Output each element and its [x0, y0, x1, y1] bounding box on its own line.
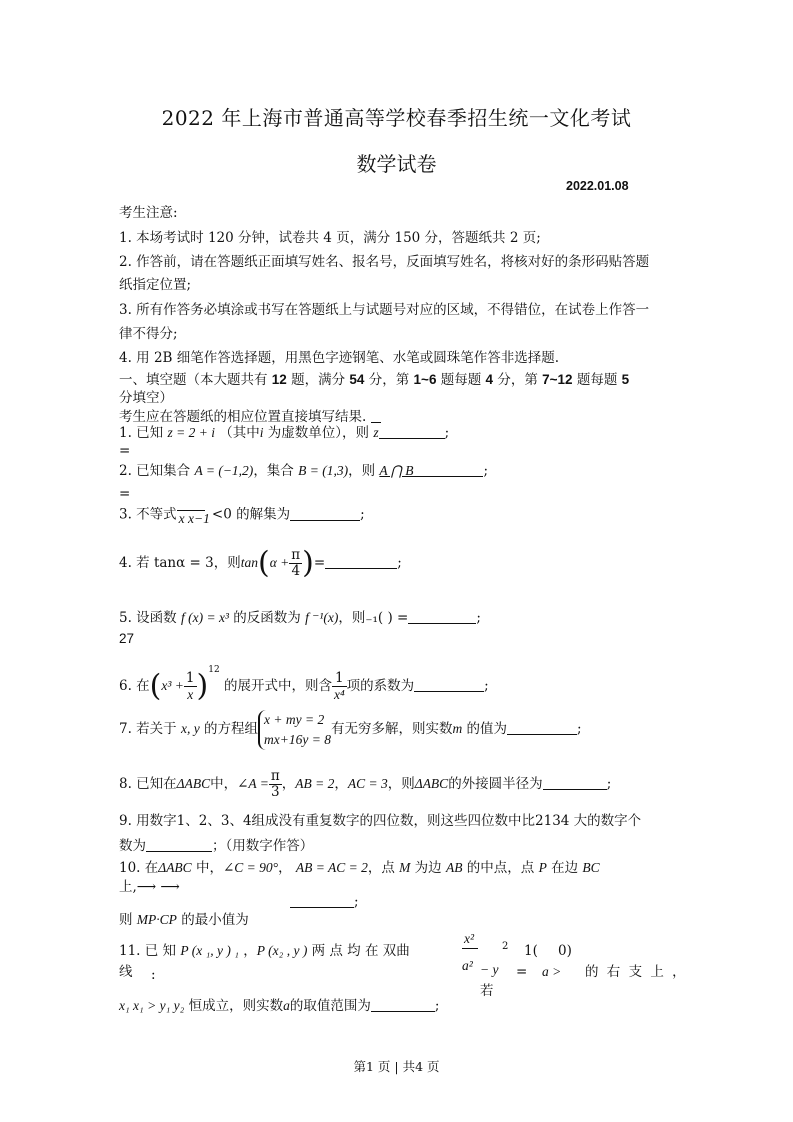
q11-equals: = — [516, 964, 528, 980]
notice-item-2: 2. 作答前，请在答题纸正面填写姓名、报名号，反面填写姓名，将核对好的条形码贴答题 — [119, 254, 650, 270]
q11-ruo: 若 — [480, 983, 494, 999]
q11-one: 1( — [524, 943, 538, 959]
q11-a-gt: a > — [542, 964, 562, 979]
question-11: 11. 已 知 P (x ₁, y ) ₁ ，P (x₂ , y ) 两 点 均 在 双曲 — [119, 943, 410, 959]
question-1: 1. 已知 z = 2 + i （其中i 为虚数单位），则 z ; — [119, 425, 450, 441]
q11-minus-y: − y — [480, 962, 499, 977]
section-1-instruction: 考生应在答题纸的相应位置直接填写结果. — [119, 408, 381, 426]
notice-item-1: 1. 本场考试时 120 分钟，试卷共 4 页，满分 150 分，答题纸共 2 页; — [119, 230, 541, 246]
q8-fraction: $\frac{\pi}{3}$ — [270, 768, 280, 800]
q11-colon: : — [151, 967, 156, 983]
notice-item-2-cont: 纸指定位置; — [119, 277, 192, 293]
answer-blank-8[interactable] — [543, 775, 607, 790]
q11-right-branch: 的 右 支 上 ， — [585, 964, 688, 980]
question-8: 8. 已知在ΔABC中，∠A = $\frac{\pi}{3}$ ，AB = 2，AC = 3，则ΔABC的外接圆半径为 ; — [119, 768, 612, 800]
q6-inner-fraction: $\frac{1}{x}$ — [185, 670, 195, 702]
question-10: 10. 在ΔABC 中，∠C = 90°， AB = AC = 2，点 M 为边 AB 的中点，点 P 在边 BC — [119, 860, 600, 876]
question-5-overflow: 27 — [119, 631, 135, 646]
notice-heading: 考生注意: — [119, 205, 178, 221]
question-5: 5. 设函数 f (x) = x³ 的反函数为 f ⁻¹(x)，则₋₁( ) = ; — [119, 610, 481, 626]
q11-y-exponent: 2 — [502, 941, 509, 952]
exam-title: 2022 年上海市普通高等学校春季招生统一文化考试 — [161, 106, 632, 130]
q11-fraction-bar — [462, 948, 478, 949]
answer-blank-6[interactable] — [414, 677, 484, 692]
q11-x-squared: x² — [464, 931, 475, 946]
q3-fraction: x x−1 — [177, 504, 212, 526]
answer-blank-1[interactable] — [379, 424, 445, 439]
q11-zero: 0) — [558, 943, 572, 959]
notice-item-3-cont: 律不得分; — [119, 326, 178, 342]
q11-xian: 线 — [119, 964, 133, 980]
question-1-overflow: = — [119, 443, 131, 459]
question-10-blank-line: ; — [290, 893, 359, 911]
section-1-header: 一、填空题（本大题共有 12 题，满分 54 分，第 1~6 题每题 4 分，第 7~12 题每题 5 — [119, 372, 630, 388]
answer-blank-10[interactable] — [290, 893, 354, 908]
q7-equation-system: x + my = 2 mx+16y = 8 — [258, 710, 331, 750]
q6-term-fraction: $\frac{1}{\text{x⁴}}$ — [333, 670, 345, 702]
question-4: 4. 若 tanα = 3，则tan(α + $\frac{\pi}{4}$ )= ; — [119, 545, 402, 581]
answer-blank-11[interactable] — [371, 997, 435, 1012]
question-6: 6. 在(x³ + $\frac{1}{x}$ )$^{12}$ 的展开式中，则含 $\frac{1}{\text{x⁴}}$ 项的系数为 ; — [119, 665, 489, 704]
question-10-cont: 则 MP·CP 的最小值为 — [119, 912, 249, 928]
section-1-header-cont: 分填空） — [119, 390, 173, 406]
question-10-vectors: 上,⟶ ⟶ — [119, 879, 180, 895]
answer-blank-9[interactable] — [146, 837, 212, 852]
exam-date: 2022.01.08 — [566, 179, 629, 193]
question-3: 3. 不等式 x x−1 <0 的解集为 ; — [119, 504, 365, 526]
q4-fraction: $\frac{\pi}{4}$ — [291, 547, 301, 579]
exam-subtitle: 数学试卷 — [356, 152, 437, 176]
question-2: 2. 已知集合 A = (−1,2)，集合 B = (1,3)，则 A ⋂ B ; — [119, 463, 489, 479]
q11-a-squared: a² — [462, 958, 473, 973]
answer-blank-7[interactable] — [507, 720, 577, 735]
notice-item-4: 4. 用 2B 细笔作答选择题，用黑色字迹钢笔、水笔或圆珠笔作答非选择题. — [119, 350, 560, 366]
page-footer: 第1 页 | 共4 页 — [353, 1059, 440, 1074]
question-11-cont: x₁ x₁ > y₁ y₂ 恒成立，则实数a的取值范围为 ; — [119, 998, 440, 1014]
answer-blank-2[interactable] — [413, 462, 483, 477]
question-9: 9. 用数字1、2、3、4组成没有重复数字的四位数，则这些四位数中比2134 大的数字个 — [119, 813, 642, 829]
answer-blank-5[interactable] — [408, 609, 476, 624]
question-2-overflow: = — [119, 486, 131, 502]
question-7: 7. 若关于 x, y 的方程组 x + my = 2 mx+16y = 8 有无穷多解，则实数m 的值为 ; — [119, 706, 582, 752]
notice-item-3: 3. 所有作答务必填涂或书写在答题纸上与试题号对应的区域，不得错位，在试卷上作答一 — [119, 302, 650, 318]
answer-blank-3[interactable] — [290, 506, 360, 521]
question-9-cont: 数为 ；（用数字作答） — [119, 838, 314, 854]
answer-blank-4[interactable] — [325, 554, 397, 569]
